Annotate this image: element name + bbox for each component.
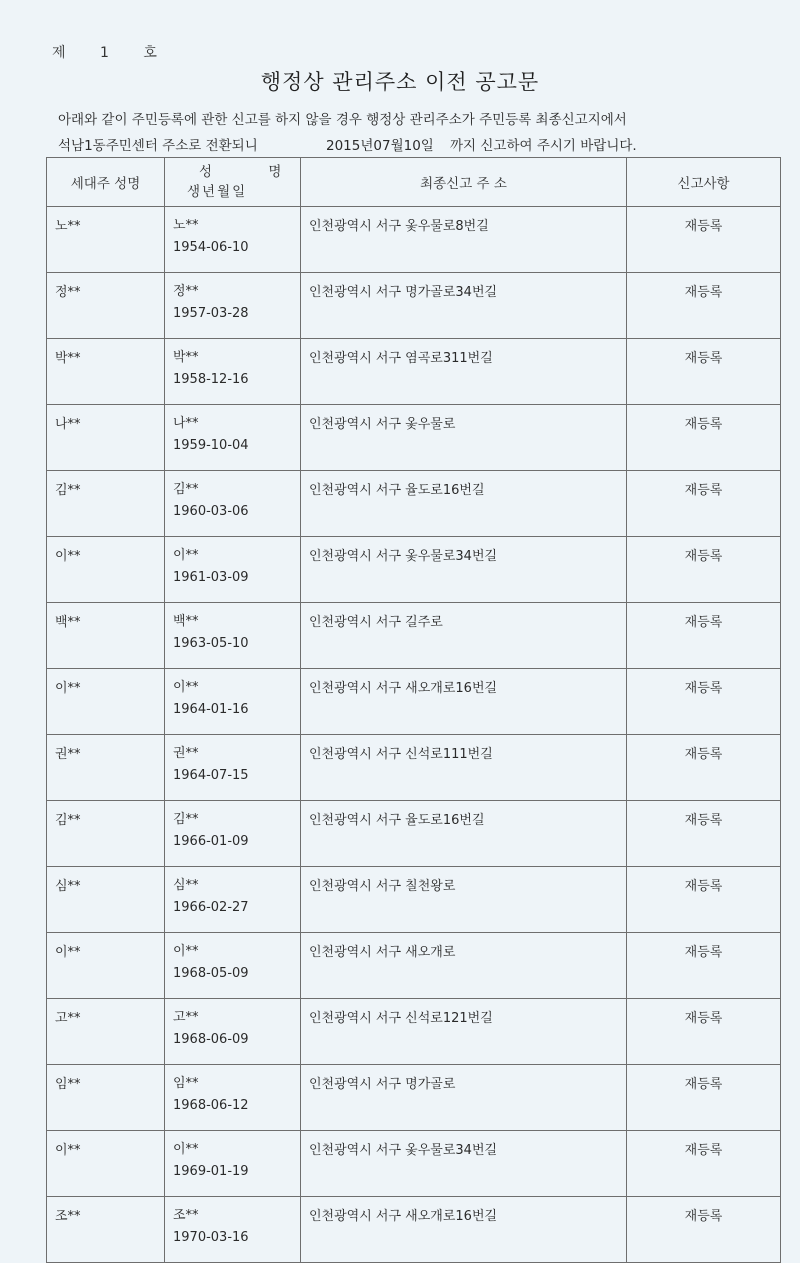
person-name: 김**: [173, 482, 199, 497]
address-cell: 인천광역시 서구 명가골로: [301, 1065, 627, 1131]
household-head-cell: 노**: [47, 207, 165, 273]
person-cell: [165, 471, 301, 537]
household-head-cell: 이**: [47, 669, 165, 735]
address-cell: 인천광역시 서구 옻우물로8번길: [301, 207, 627, 273]
person-name: 권**: [173, 746, 199, 761]
person-cell: [165, 273, 301, 339]
report-type-cell: 재등록: [627, 735, 781, 801]
address-cell: 인천광역시 서구 옻우물로: [301, 405, 627, 471]
address-cell: 인천광역시 서구 옻우물로34번길: [301, 1131, 627, 1197]
report-type-cell: 재등록: [627, 669, 781, 735]
report-type-cell: 재등록: [627, 867, 781, 933]
report-type-cell: 재등록: [627, 1197, 781, 1263]
person-dob: 1964-01-16: [173, 702, 249, 717]
header-name: 성 명: [199, 164, 283, 180]
person-name: 나**: [173, 416, 199, 431]
table-row: [47, 1131, 781, 1197]
person-cell: [165, 207, 301, 273]
address-cell: 인천광역시 서구 신석로121번길: [301, 999, 627, 1065]
person-cell: [165, 999, 301, 1065]
address-cell: 인천광역시 서구 명가골로34번길: [301, 273, 627, 339]
table-row: [47, 669, 781, 735]
header-household-head: 세대주 성명: [47, 158, 165, 207]
person-dob: 1966-02-27: [173, 900, 249, 915]
person-cell: [165, 339, 301, 405]
household-head-cell: 이**: [47, 933, 165, 999]
header-report-type: 신고사항: [627, 158, 781, 207]
person-cell: [165, 603, 301, 669]
report-type-cell: 재등록: [627, 1065, 781, 1131]
address-cell: 인천광역시 서구 새오개로16번길: [301, 669, 627, 735]
report-type-cell: 재등록: [627, 1131, 781, 1197]
table-row: [47, 867, 781, 933]
notice-line-1: 아래와 같이 주민등록에 관한 신고를 하지 않을 경우 행정상 관리주소가 주민등록 최종신고지에서: [58, 112, 627, 128]
person-name: 심**: [173, 878, 199, 893]
report-type-cell: 재등록: [627, 339, 781, 405]
household-head-cell: 이**: [47, 537, 165, 603]
table-row: [47, 603, 781, 669]
person-dob: 1969-01-19: [173, 1164, 249, 1179]
notice-line-2-tail: 까지 신고하여 주시기 바랍니다.: [450, 138, 637, 154]
table-row: [47, 471, 781, 537]
report-type-cell: 재등록: [627, 999, 781, 1065]
person-dob: 1968-06-12: [173, 1098, 249, 1113]
person-cell: [165, 1065, 301, 1131]
person-dob: 1964-07-15: [173, 768, 249, 783]
report-type-cell: 재등록: [627, 537, 781, 603]
header-name-dob: [165, 158, 301, 207]
person-cell: [165, 801, 301, 867]
person-dob: 1963-05-10: [173, 636, 249, 651]
household-head-cell: 나**: [47, 405, 165, 471]
report-type-cell: 재등록: [627, 273, 781, 339]
person-dob: 1958-12-16: [173, 372, 249, 387]
person-dob: 1968-05-09: [173, 966, 249, 981]
registry-table-body: [47, 207, 781, 1263]
report-type-cell: 재등록: [627, 933, 781, 999]
household-head-cell: 박**: [47, 339, 165, 405]
person-name: 이**: [173, 548, 199, 563]
person-dob: 1959-10-04: [173, 438, 249, 453]
table-header-row: [47, 158, 781, 207]
household-head-cell: 임**: [47, 1065, 165, 1131]
household-head-cell: 고**: [47, 999, 165, 1065]
table-row: [47, 933, 781, 999]
table-row: [47, 999, 781, 1065]
person-name: 임**: [173, 1076, 199, 1091]
page-title: 행정상 관리주소 이전 공고문: [260, 70, 540, 94]
household-head-cell: 백**: [47, 603, 165, 669]
table-row: [47, 537, 781, 603]
table-row: [47, 339, 781, 405]
address-cell: 인천광역시 서구 염곡로311번길: [301, 339, 627, 405]
person-dob: 1957-03-28: [173, 306, 249, 321]
table-row: [47, 1197, 781, 1263]
table-row: [47, 207, 781, 273]
person-cell: [165, 1131, 301, 1197]
table-row: [47, 735, 781, 801]
address-cell: 인천광역시 서구 율도로16번길: [301, 801, 627, 867]
person-cell: [165, 669, 301, 735]
notice-line-2: 석남1동주민센터 주소로 전환되니: [58, 138, 258, 154]
person-name: 김**: [173, 812, 199, 827]
address-cell: 인천광역시 서구 율도로16번길: [301, 471, 627, 537]
notice-deadline: 2015년07월10일: [326, 138, 434, 154]
person-dob: 1961-03-09: [173, 570, 249, 585]
person-name: 백**: [173, 614, 199, 629]
registry-table: [46, 157, 781, 1263]
report-type-cell: 재등록: [627, 603, 781, 669]
table-row: [47, 1065, 781, 1131]
person-cell: [165, 867, 301, 933]
person-cell: [165, 405, 301, 471]
household-head-cell: 김**: [47, 471, 165, 537]
household-head-cell: 이**: [47, 1131, 165, 1197]
household-head-cell: 권**: [47, 735, 165, 801]
table-row: [47, 405, 781, 471]
person-name: 이**: [173, 680, 199, 695]
person-dob: 1968-06-09: [173, 1032, 249, 1047]
document-number: 제 1 호: [52, 45, 159, 61]
person-name: 조**: [173, 1208, 199, 1223]
household-head-cell: 조**: [47, 1197, 165, 1263]
person-dob: 1966-01-09: [173, 834, 249, 849]
person-name: 박**: [173, 350, 199, 365]
address-cell: 인천광역시 서구 신석로111번길: [301, 735, 627, 801]
person-dob: 1970-03-16: [173, 1230, 249, 1245]
address-cell: 인천광역시 서구 옻우물로34번길: [301, 537, 627, 603]
person-cell: [165, 537, 301, 603]
report-type-cell: 재등록: [627, 471, 781, 537]
person-name: 정**: [173, 284, 199, 299]
address-cell: 인천광역시 서구 새오개로16번길: [301, 1197, 627, 1263]
person-cell: [165, 933, 301, 999]
household-head-cell: 김**: [47, 801, 165, 867]
header-address: 최종신고 주 소: [301, 158, 627, 207]
person-name: 노**: [173, 218, 199, 233]
person-cell: [165, 1197, 301, 1263]
report-type-cell: 재등록: [627, 405, 781, 471]
address-cell: 인천광역시 서구 새오개로: [301, 933, 627, 999]
household-head-cell: 심**: [47, 867, 165, 933]
person-name: 이**: [173, 1142, 199, 1157]
table-row: [47, 801, 781, 867]
report-type-cell: 재등록: [627, 801, 781, 867]
person-cell: [165, 735, 301, 801]
address-cell: 인천광역시 서구 칠천왕로: [301, 867, 627, 933]
table-row: [47, 273, 781, 339]
household-head-cell: 정**: [47, 273, 165, 339]
person-name: 고**: [173, 1010, 199, 1025]
person-dob: 1954-06-10: [173, 240, 249, 255]
address-cell: 인천광역시 서구 길주로: [301, 603, 627, 669]
report-type-cell: 재등록: [627, 207, 781, 273]
header-dob: 생년월일: [187, 184, 248, 200]
person-name: 이**: [173, 944, 199, 959]
person-dob: 1960-03-06: [173, 504, 249, 519]
